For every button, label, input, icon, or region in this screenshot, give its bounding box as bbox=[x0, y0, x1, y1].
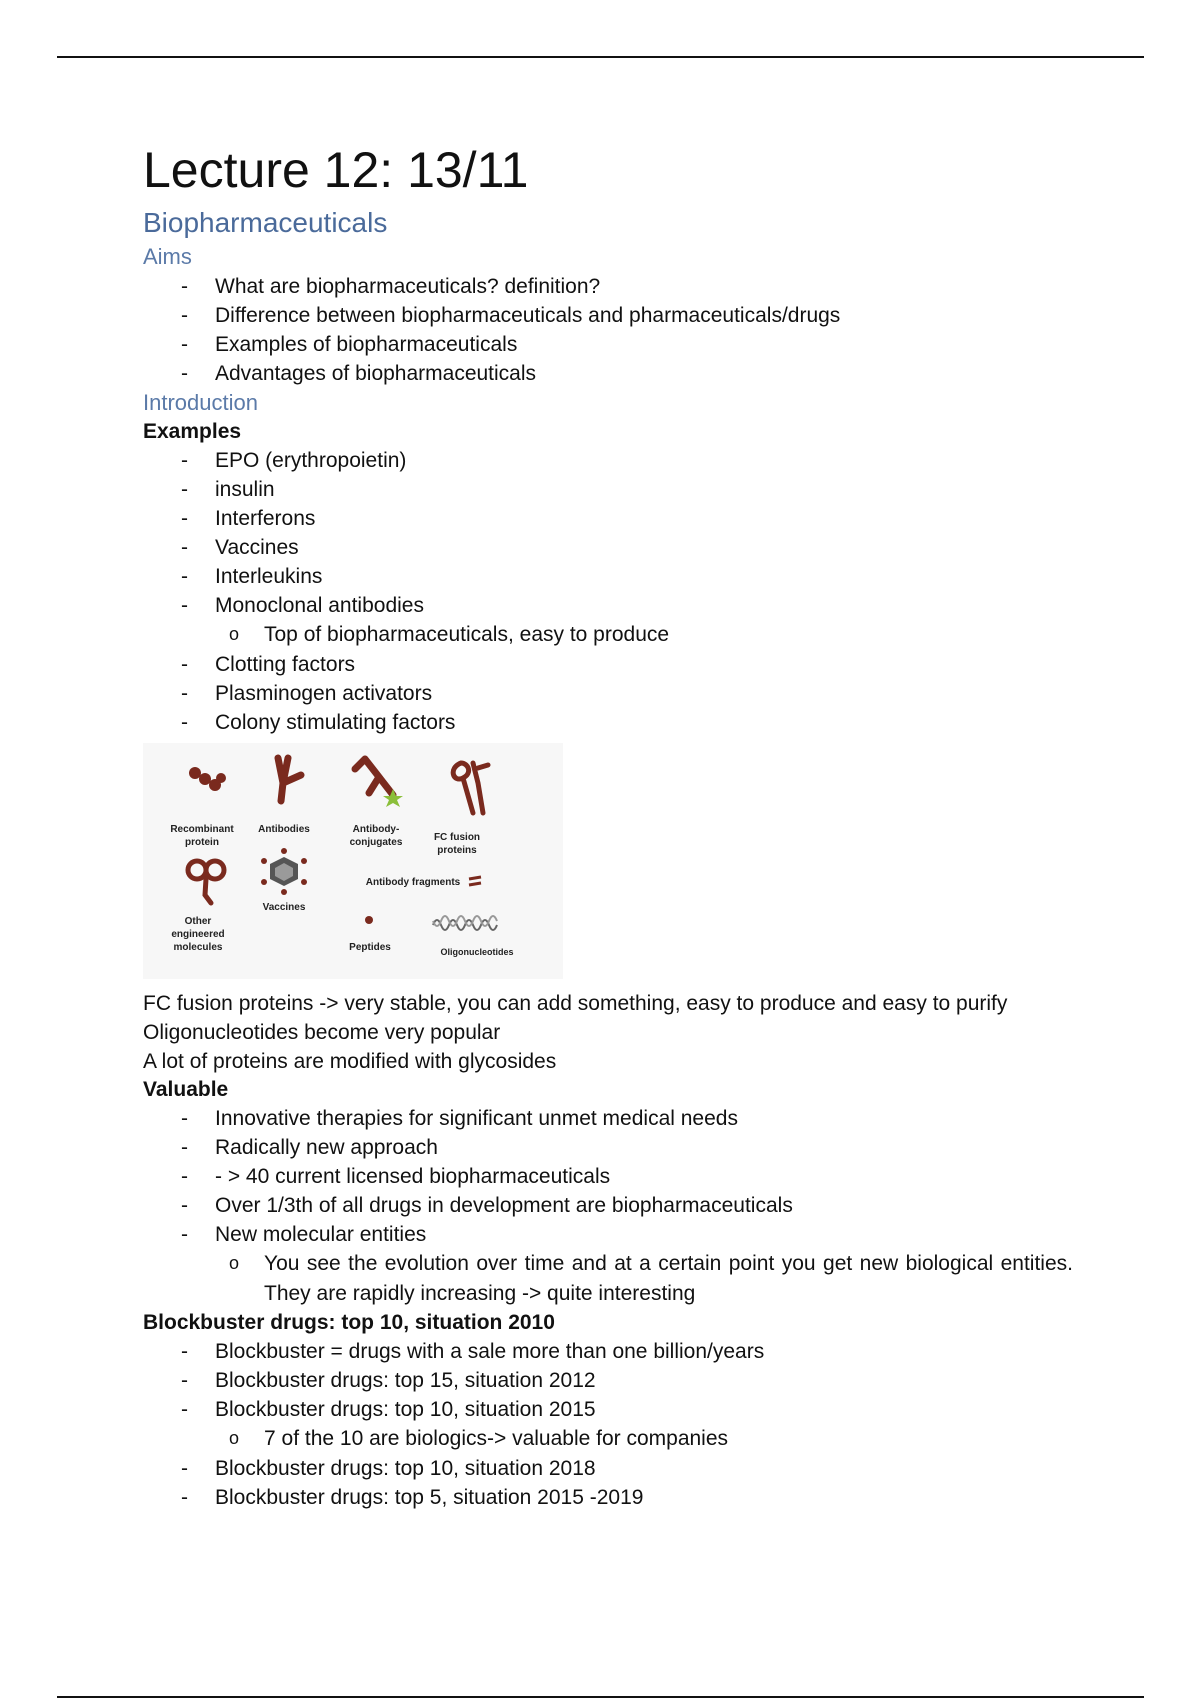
vaccine-icon bbox=[261, 848, 307, 895]
list-item: - Plasminogen activators bbox=[143, 679, 1073, 708]
list-item: - Blockbuster drugs: top 10, situation 2018 bbox=[143, 1454, 1073, 1483]
label-fc-fusion-proteins: FC fusion proteins bbox=[433, 832, 481, 856]
label-other-engineered-molecules: Other engineered molecules bbox=[171, 916, 225, 953]
blockbuster-list-continued bbox=[143, 1454, 1073, 1512]
examples-list bbox=[143, 446, 1073, 620]
list-item: - What are biopharmaceuticals? definition? bbox=[143, 272, 1073, 301]
list-item: - Interferons bbox=[143, 504, 1073, 533]
examples-heading: Examples bbox=[143, 420, 242, 443]
label-peptides: Peptides bbox=[349, 942, 391, 953]
blockbuster-list bbox=[143, 1337, 1073, 1424]
list-item: - Colony stimulating factors bbox=[143, 708, 1073, 737]
label-recombinant-protein: Recombinant protein bbox=[170, 824, 234, 848]
label-oligonucleotides: Oligonucleotides bbox=[440, 947, 514, 957]
list-item: - Blockbuster drugs: top 15, situation 2012 bbox=[143, 1366, 1073, 1395]
valuable-heading: Valuable bbox=[143, 1078, 229, 1101]
peptide-icon bbox=[365, 916, 373, 924]
list-item: - Blockbuster = drugs with a sale more than one billion/years bbox=[143, 1337, 1073, 1366]
header-rule bbox=[57, 56, 1144, 58]
list-item: - - > 40 current licensed biopharmaceuticals bbox=[143, 1162, 1073, 1191]
fc-fusion-icon bbox=[453, 763, 488, 813]
list-item: - Monoclonal antibodies bbox=[143, 591, 1073, 620]
blockbuster-sublist bbox=[143, 1424, 1073, 1454]
sub-list-item: o Top of biopharmaceuticals, easy to produce bbox=[143, 620, 1073, 650]
aims-heading: Aims bbox=[143, 244, 192, 269]
document-body bbox=[143, 140, 1073, 1512]
footer-rule bbox=[57, 1696, 1144, 1698]
list-item: - Blockbuster drugs: top 10, situation 2015 bbox=[143, 1395, 1073, 1424]
note-line: Oligonucleotides become very popular bbox=[143, 1021, 501, 1044]
label-antibodies: Antibodies bbox=[258, 824, 310, 835]
list-item: - Innovative therapies for significant unmet medical needs bbox=[143, 1104, 1073, 1133]
label-antibody-fragments: Antibody fragments bbox=[365, 877, 461, 888]
engineered-molecule-icon bbox=[188, 861, 224, 903]
examples-list-continued bbox=[143, 650, 1073, 737]
list-item: - Interleukins bbox=[143, 562, 1073, 591]
blockbuster-heading: Blockbuster drugs: top 10, situation 2010 bbox=[143, 1311, 555, 1334]
page-subtitle: Biopharmaceuticals bbox=[143, 207, 388, 238]
list-item: - Advantages of biopharmaceuticals bbox=[143, 359, 1073, 388]
oligonucleotide-icon bbox=[433, 916, 497, 930]
valuable-list bbox=[143, 1104, 1073, 1249]
biopharmaceutical-types-figure bbox=[143, 743, 563, 979]
antibody-conjugate-icon bbox=[355, 759, 403, 807]
list-item: - Radically new approach bbox=[143, 1133, 1073, 1162]
aims-list bbox=[143, 272, 1073, 388]
valuable-sublist bbox=[143, 1249, 1073, 1309]
list-item: - Clotting factors bbox=[143, 650, 1073, 679]
list-item: - EPO (erythropoietin) bbox=[143, 446, 1073, 475]
page-title: Lecture 12: 13/11 bbox=[143, 142, 529, 198]
list-item: - New molecular entities bbox=[143, 1220, 1073, 1249]
list-item: - Blockbuster drugs: top 5, situation 2015 -2019 bbox=[143, 1483, 1073, 1512]
note-line: FC fusion proteins -> very stable, you can add something, easy to produce and easy to purify bbox=[143, 992, 1008, 1015]
sub-list-item: o You see the evolution over time and at a certain point you get new biological entities. They are rapidly increasing -> quite interesting bbox=[143, 1249, 1073, 1309]
list-item: - Difference between biopharmaceuticals and pharmaceuticals/drugs bbox=[143, 301, 1073, 330]
list-item: - Vaccines bbox=[143, 533, 1073, 562]
recombinant-protein-icon bbox=[189, 767, 226, 791]
label-vaccines: Vaccines bbox=[262, 902, 306, 913]
sub-list-item: o 7 of the 10 are biologics-> valuable for companies bbox=[143, 1424, 1073, 1454]
introduction-heading: Introduction bbox=[143, 390, 258, 415]
antibody-icon bbox=[278, 758, 301, 801]
label-antibody-conjugates: Antibody-conjugates bbox=[349, 824, 403, 848]
note-line: A lot of proteins are modified with glycosides bbox=[143, 1050, 557, 1073]
list-item: - Examples of biopharmaceuticals bbox=[143, 330, 1073, 359]
list-item: - insulin bbox=[143, 475, 1073, 504]
examples-sublist bbox=[143, 620, 1073, 650]
list-item: - Over 1/3th of all drugs in development are biopharmaceuticals bbox=[143, 1191, 1073, 1220]
